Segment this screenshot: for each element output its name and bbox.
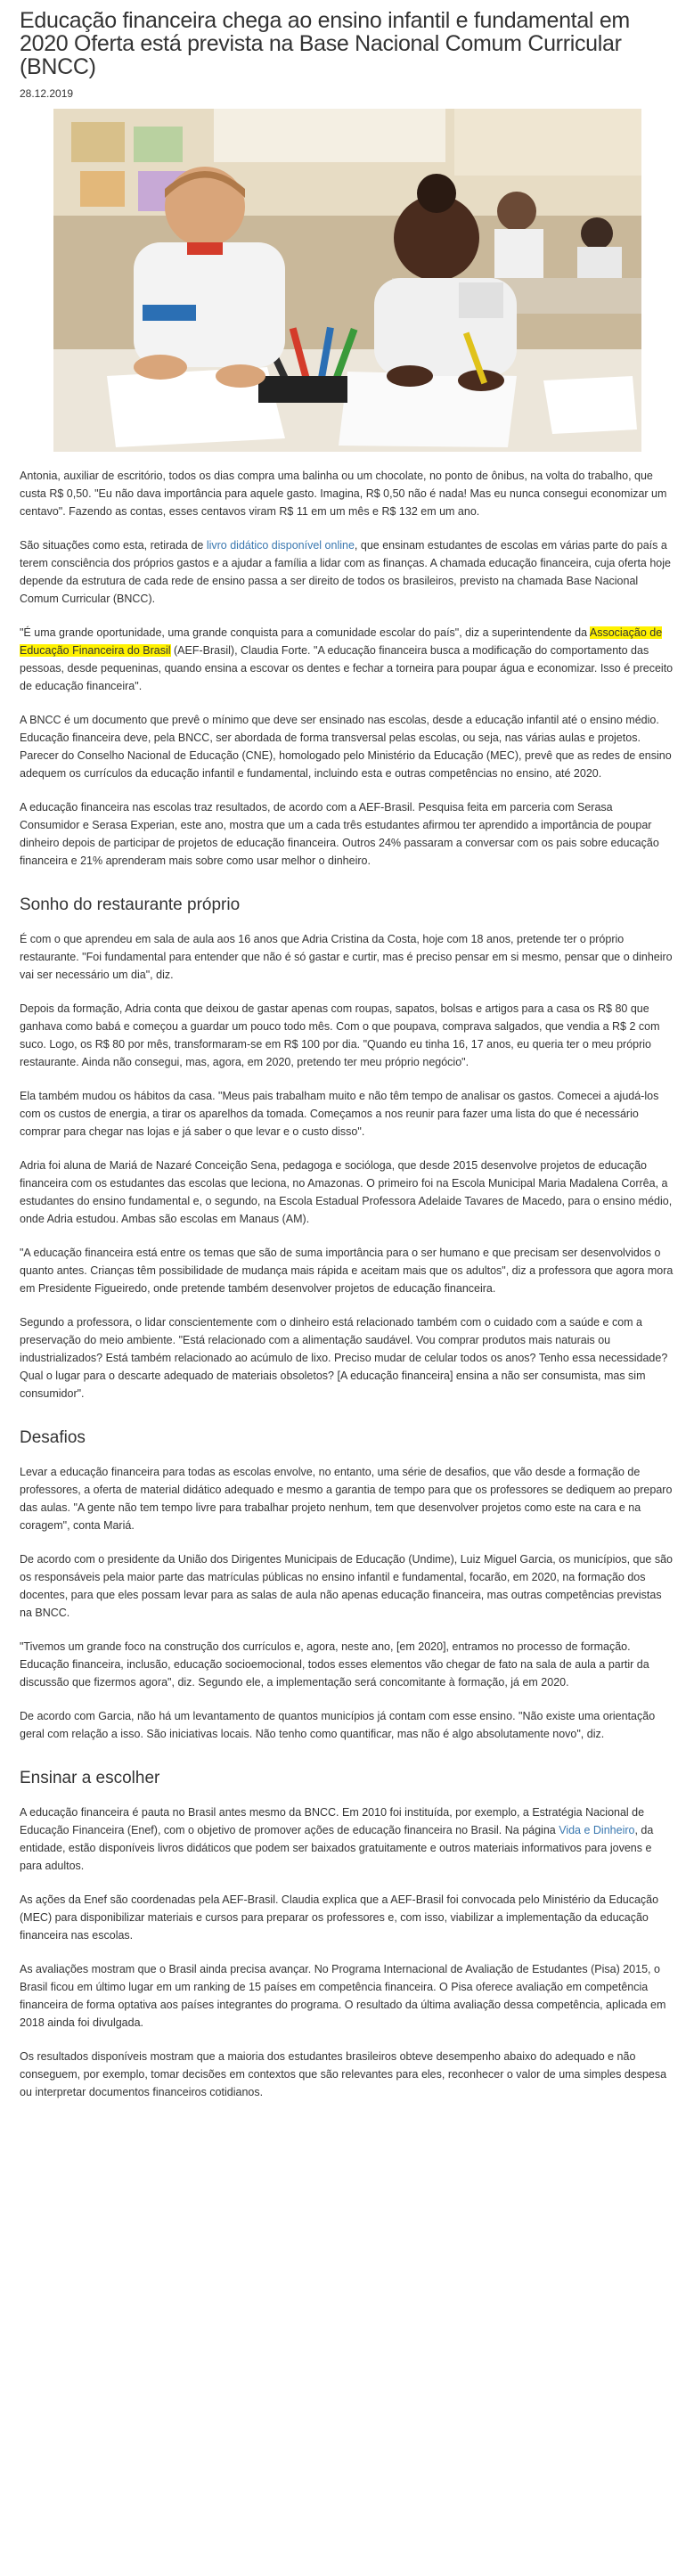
section-heading-desafios: Desafios	[20, 1428, 86, 1447]
paragraph: De acordo com o presidente da União dos Dirigentes Municipais de Educação (Undime), Luiz Miguel Garcia, os municípios, que são os responsáveis pela maior parte das matrículas públicas no ensino infantil e fundamental, focarão, em 2020, na formação dos docentes, para que eles possam levar para as salas de aula não apenas educação financeira, mas outras competências previstas na BNCC.	[20, 1553, 674, 1619]
article-body	[20, 467, 674, 2101]
text: , que ensinam estudantes de escolas em várias parte do país a terem consciência dos próprios gastos e a ajudar a família a lidar com as finanças. A chamada educação financeira, cuja oferta hoje depende da estrutura de cada rede de ensino passa a ser direito de todos os brasileiros, previsto na chamada Base Nacional Comum Curricular (BNCC).	[20, 539, 671, 605]
section-heading-ensinar: Ensinar a escolher	[20, 1769, 160, 1787]
livro-didatico-link[interactable]: livro didático disponível online	[206, 539, 355, 552]
paragraph: Os resultados disponíveis mostram que a maioria dos estudantes brasileiros obteve desempenho abaixo do adequado e não conseguem, por exemplo, tomar decisões em contextos que são relevantes para eles, reconhecer o valor de uma simples despesa ou interpretar documentos financeiros cotidianos.	[20, 2050, 667, 2098]
article-hero-image	[53, 109, 641, 452]
text: , da entidade, estão disponíveis livros didáticos que podem ser baixados gratuitamente e outros materiais informativos para jovens e para adultos.	[20, 1824, 654, 1872]
article-date: 28.12.2019	[20, 87, 74, 100]
text: (AEF-Brasil), Claudia Forte. "A educação financeira busca a modificação do comportamento das pessoas, desde pequeninas, quando ensina a escovar os dentes e fechar a torneira para poupar água e economizar. Isso é preceito de educação financeira".	[20, 644, 674, 692]
paragraph: A educação financeira nas escolas traz resultados, de acordo com a AEF-Brasil. Pesquisa feita em parceria com Serasa Consumidor e Serasa Experian, este ano, mostra que um a cada três estudantes afirmou ter aprendido a importância de poupar dinheiro depois de participar de projetos de educação financeira. Outros 24% passaram a conversar com os pais sobre educação financeira e 21% aprenderam mais sobre como usar melhor o dinheiro.	[20, 801, 659, 867]
paragraph: Ela também mudou os hábitos da casa. "Meus pais trabalham muito e não têm tempo de analisar os gastos. Comecei a ajudá-los com os custos de energia, a tirar os aparelhos da tomada. Começamos a nos reunir para fazer uma lista do que é necessário comprar para chegar nas lojas e já saber o que levar e o custo disso".	[20, 1090, 659, 1138]
paragraph	[20, 624, 674, 695]
article-page	[0, 9, 694, 2101]
aef-brasil-highlight: Associação de Educação Financeira do Brasil	[20, 626, 663, 657]
paragraph: Levar a educação financeira para todas as escolas envolve, no entanto, uma série de desafios, que vão desde a formação de professores, a oferta de material didático adequado e mesmo a garantia de tempo para que os professores se dediquem ao preparo das aulas. "A gente não tem tempo livre para trabalhar projeto nenhum, tem que desenvolver projetos como este na cara e na coragem", conta Mariá.	[20, 1466, 673, 1532]
paragraph: É com o que aprendeu em sala de aula aos 16 anos que Adria Cristina da Costa, hoje com 18 anos, pretende ter o próprio restaurante. "Foi fundamental para entender que não é só gastar e curtir, mas é preciso pensar em si mesmo, pensar que o dinheiro vai ser necessário um dia", diz.	[20, 933, 673, 981]
paragraph: As ações da Enef são coordenadas pela AEF-Brasil. Claudia explica que a AEF-Brasil foi convocada pelo Ministério da Educação (MEC) para disponibilizar materiais e cursos para preparar os professores e, com isso, viabilizar a implementação da educação financeira nas escolas.	[20, 1893, 659, 1942]
paragraph	[20, 536, 674, 608]
paragraph	[20, 1803, 674, 1875]
vida-e-dinheiro-link[interactable]: Vida e Dinheiro	[559, 1824, 635, 1836]
text: "É uma grande oportunidade, uma grande conquista para a comunidade escolar do país", diz a superintendente da	[20, 626, 590, 639]
text: A educação financeira é pauta no Brasil antes mesmo da BNCC. Em 2010 foi instituída, por exemplo, a Estratégia Nacional de Educação Financeira (Enef), com o objetivo de promover ações de educação financeira no Brasil. Na página	[20, 1806, 645, 1836]
paragraph: Depois da formação, Adria conta que deixou de gastar apenas com roupas, sapatos, bolsas e artigos para a casa os R$ 80 que ganhava como babá e começou a guardar um pouco todo mês. Com o que poupava, comprava salgados, que vendia a R$ 2 com suco. Logo, os R$ 80 por mês, transformaram-se em R$ 100 por dia. "Quando eu tinha 16, 17 anos, eu queria ter o meu próprio restaurante. Ainda não consegui, mas, agora, em 2020, pretendo ter meu próprio negócio".	[20, 1002, 660, 1068]
text: São situações como esta, retirada de	[20, 539, 207, 552]
paragraph: Segundo a professora, o lidar conscientemente com o dinheiro está relacionado também com o cuidado com a saúde e com a preservação do meio ambiente. "Está relacionado com a alimentação saudável. Vou comprar produtos mais naturais ou industrializados? Está também relacionado ao acúmulo de lixo. Preciso mudar de celular todos os anos? Tenho essa necessidade? Qual o lugar para o descarte adequado de materiais obsoletos? [A educação financeira] ensina a não ser consumista, mas sim consumidor".	[20, 1316, 668, 1400]
paragraph: "Tivemos um grande foco na construção dos currículos e, agora, neste ano, [em 2020], entramos no processo de formação. Educação financeira, inclusão, educação socioemocional, todos esses elementos vão chegar de fato na sala de aula a partir da discussão que fizermos agora", diz. Segundo ele, a implementação será concomitante à formação, já em 2020.	[20, 1640, 649, 1689]
paragraph: Antonia, auxiliar de escritório, todos os dias compra uma balinha ou um chocolate, no ponto de ônibus, na volta do trabalho, que custa R$ 0,50. "Eu não dava importância para aquele gasto. Imagina, R$ 0,50 não é nada! Mas eu nunca consegui economizar um centavo". Fazendo as contas, esses centavos viram R$ 11 em um mês e R$ 132 em um ano.	[20, 470, 667, 518]
paragraph: As avaliações mostram que o Brasil ainda precisa avançar. No Programa Internacional de Avaliação de Estudantes (Pisa) 2015, o Brasil ficou em último lugar em um ranking de 15 países em competência financeira. O Pisa oferece avaliação em competência financeira de forma optativa aos países integrantes do programa. O resultado da última avaliação dessa competência, aplicada em 2018 ainda foi divulgada.	[20, 1963, 666, 2029]
section-heading-sonho: Sonho do restaurante próprio	[20, 895, 241, 914]
paragraph: "A educação financeira está entre os temas que são de suma importância para o ser humano e que precisam ser desenvolvidos o quanto antes. Crianças têm possibilidade de mudança mais rápida e aceitam mais que os adultos", diz a professora que agora mora em Presidente Figueiredo, onde pretende também desenvolver projetos de educação financeira.	[20, 1247, 674, 1295]
paragraph: De acordo com Garcia, não há um levantamento de quantos municípios já contam com esse ensino. "Não existe uma orientação geral com relação a isso. São iniciativas locais. Não tenho como quantificar, mas não é algo absolutamente novo", diz.	[20, 1710, 656, 1740]
paragraph: Adria foi aluna de Mariá de Nazaré Conceição Sena, pedagoga e socióloga, que desde 2015 desenvolve projetos de educação financeira com os estudantes das escolas que leciona, no Amazonas. O primeiro foi na Escola Municipal Maria Madalena Corrêa, a estudantes do ensino fundamental e, o segundo, na Escola Estadual Professora Adelaide Tavares de Macedo, para o ensino médio, onde Adria estudou. Ambas são escolas em Manaus (AM).	[20, 1159, 673, 1225]
article-title: Educação financeira chega ao ensino infantil e fundamental em 2020 Oferta está prevista na Base Nacional Comum Curricular (BNCC)	[20, 8, 630, 79]
paragraph: A BNCC é um documento que prevê o mínimo que deve ser ensinado nas escolas, desde a educação infantil até o ensino médio. Educação financeira deve, pela BNCC, ser abordada de forma transversal pelas escolas, ou seja, nas várias aulas e projetos. Parecer do Conselho Nacional de Educação (CNE), homologado pelo Ministério da Educação (MEC), prevê que as redes de ensino adequem os currículos da educação infantil e fundamental, incluindo esta e outras competências no ensino, até 2020.	[20, 714, 672, 780]
